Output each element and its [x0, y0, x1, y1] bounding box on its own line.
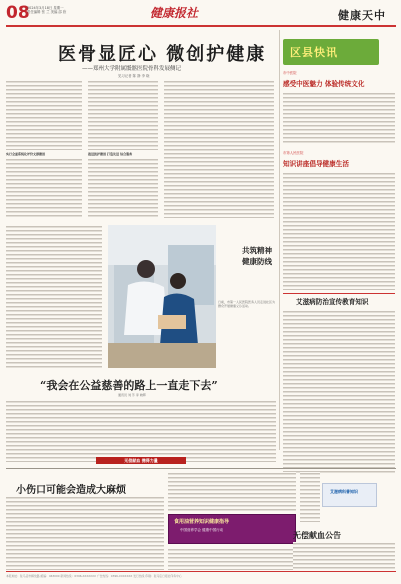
- lead-headline: 医骨显匠心 微创护健康: [58, 44, 267, 65]
- feature-headline: “我会在公益慈善的路上一直走下去”: [40, 379, 218, 392]
- aids-box: [322, 483, 377, 507]
- footer-rule: [6, 571, 396, 572]
- lead-column-1b: [6, 158, 82, 218]
- lead-byline: 见习记者 陈 静 李 晓: [118, 74, 150, 78]
- lead-column-2b: [88, 158, 158, 218]
- right-article-2: [283, 172, 395, 290]
- right-title-3: 艾滋病防治宣传教育知识: [296, 298, 369, 306]
- right-tag-1: 市中医院: [283, 71, 297, 75]
- footer-text: 本报地址：驻马店市解放路 邮编：463000 新闻热线：0396-XXXXXXX 广告热线：0396-XXXXXXX 发行热线 印刷：驻马店日报社印务中心: [6, 574, 182, 578]
- right-tag-2: 市第人民医院: [283, 151, 304, 155]
- date-line: 2024年3月18日 星期一 责任编辑 张 兰 美编 邵 欣: [27, 6, 67, 14]
- right-title-2: 知识讲座倡导健康生活: [283, 160, 349, 168]
- right-divider: [283, 293, 395, 294]
- lead-subheading-1: 实行全面系统化评价支撑微创: [6, 152, 46, 156]
- lead-column-1: [6, 80, 82, 150]
- photo-side-column: [6, 225, 102, 370]
- news-photo: [108, 225, 216, 368]
- lead-subhead: ——郑州大学附属骶髂医院骨科发展侧记: [82, 66, 182, 72]
- aids-body: [300, 472, 320, 522]
- ad-title: 食用油营养知识健康指导: [174, 519, 230, 525]
- feature-bar: 无偿献血 携得力量: [96, 457, 186, 464]
- lead-subheading-2: 推进医护微创 打造先进 综合服务: [88, 152, 133, 156]
- minor-headline: 小伤口可能会造成大麻烦: [16, 485, 126, 496]
- notice-title: 无偿献血公告: [293, 531, 341, 540]
- news-banner-label: 区县快讯: [290, 46, 338, 59]
- ad-subtitle: 中国营养学会 健康中国行动: [180, 528, 224, 532]
- lead-column-2: [88, 80, 158, 150]
- page-number: 08: [6, 3, 30, 23]
- right-title-1: 感受中医魅力 体验传统文化: [283, 80, 365, 88]
- lead-column-3: [164, 80, 274, 218]
- photo-side-title: 共筑精神健康防线: [242, 246, 272, 266]
- photo-caption: 日前，市第一人民医院医务人员走进社区为群众开展健康义诊活动。: [218, 300, 276, 308]
- feature-body: [6, 400, 276, 462]
- middle-body-2: [168, 548, 296, 570]
- column-divider: [279, 30, 280, 450]
- feature-byline: 通讯员 刘 芳 李 晓辉: [118, 393, 146, 397]
- section-title: 健康天中: [338, 9, 386, 22]
- middle-body: [168, 472, 296, 512]
- minor-body: [6, 496, 164, 570]
- right-article-3: [283, 310, 395, 474]
- masthead: 健康报社: [150, 6, 199, 20]
- section-rule: [6, 468, 396, 469]
- aids-box-title: 艾滋病科普知识: [330, 489, 358, 494]
- right-article-1: [283, 92, 395, 144]
- notice-body: [293, 542, 395, 570]
- header-rule: [6, 25, 396, 27]
